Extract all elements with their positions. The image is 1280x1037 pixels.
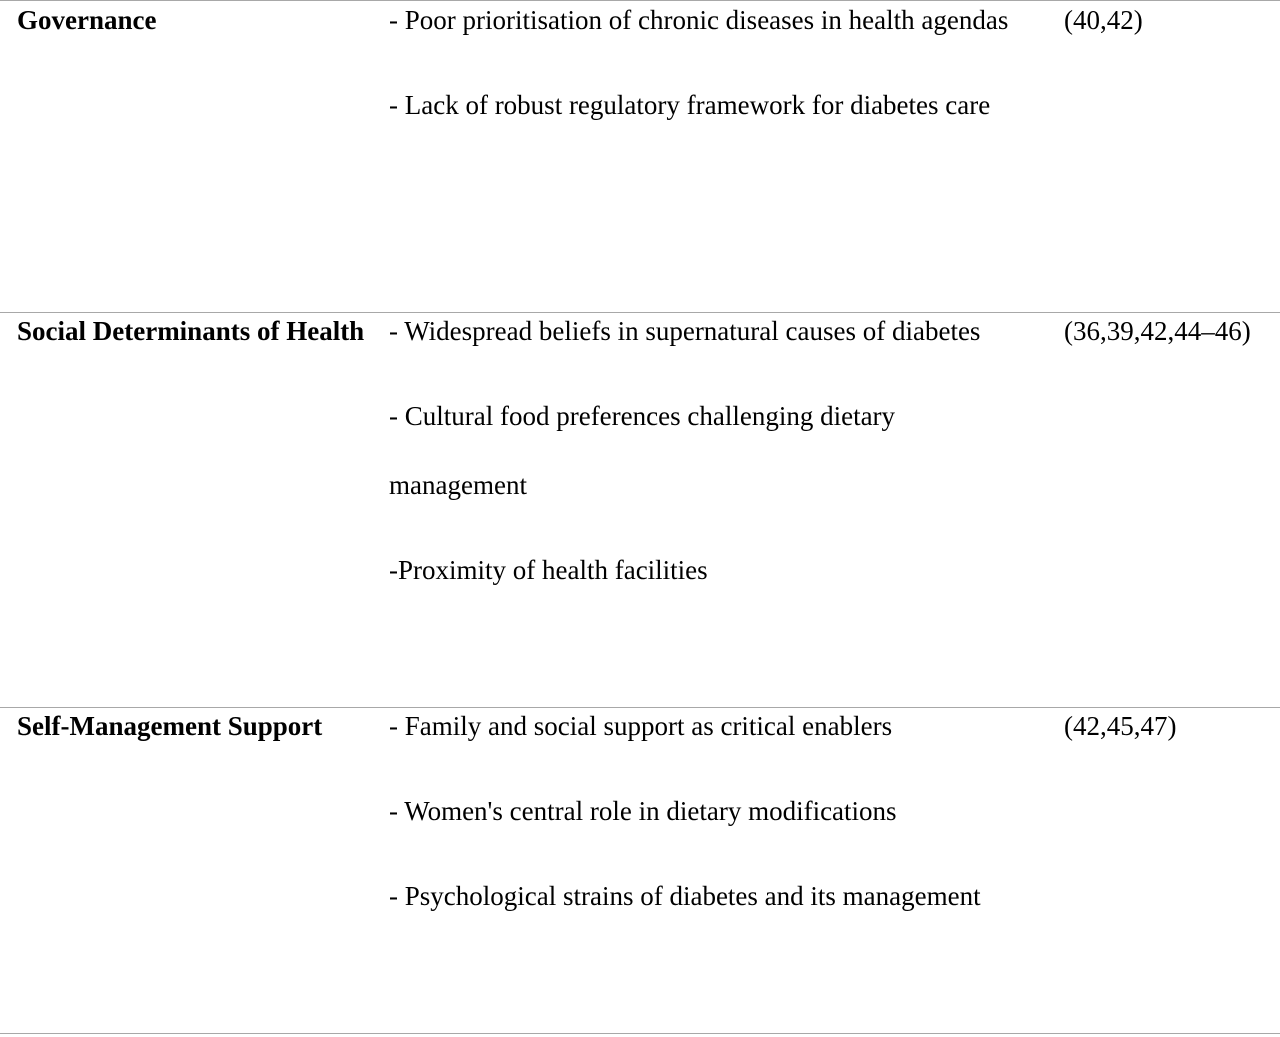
- findings-cell: [389, 0, 1029, 140]
- table-rule-bottom: [0, 1033, 1280, 1034]
- references-cell: (42,45,47): [1064, 711, 1177, 741]
- category-cell: Self-Management Support: [17, 711, 323, 741]
- finding-item: - Women's central role in dietary modifications: [389, 796, 897, 826]
- table-row: [0, 707, 1280, 1033]
- finding-item: - Widespread beliefs in supernatural causes of diabetes: [389, 316, 981, 346]
- references-cell: (36,39,42,44–46): [1064, 316, 1251, 346]
- finding-item: - Cultural food preferences challenging dietary management: [389, 401, 896, 500]
- table-row: [0, 0, 1280, 312]
- category-cell: Governance: [17, 5, 157, 35]
- table-row: [0, 312, 1280, 707]
- finding-item: - Lack of robust regulatory framework for diabetes care: [389, 90, 991, 120]
- findings-cell: [389, 297, 1029, 605]
- finding-item: - Psychological strains of diabetes and its management: [389, 881, 981, 911]
- category-cell: Social Determinants of Health: [17, 316, 365, 346]
- finding-item: -Proximity of health facilities: [389, 555, 708, 585]
- finding-item: - Family and social support as critical enablers: [389, 711, 893, 741]
- findings-cell: [389, 692, 1029, 931]
- finding-item: - Poor prioritisation of chronic diseases in health agendas: [389, 5, 1009, 35]
- references-cell: (40,42): [1064, 5, 1143, 35]
